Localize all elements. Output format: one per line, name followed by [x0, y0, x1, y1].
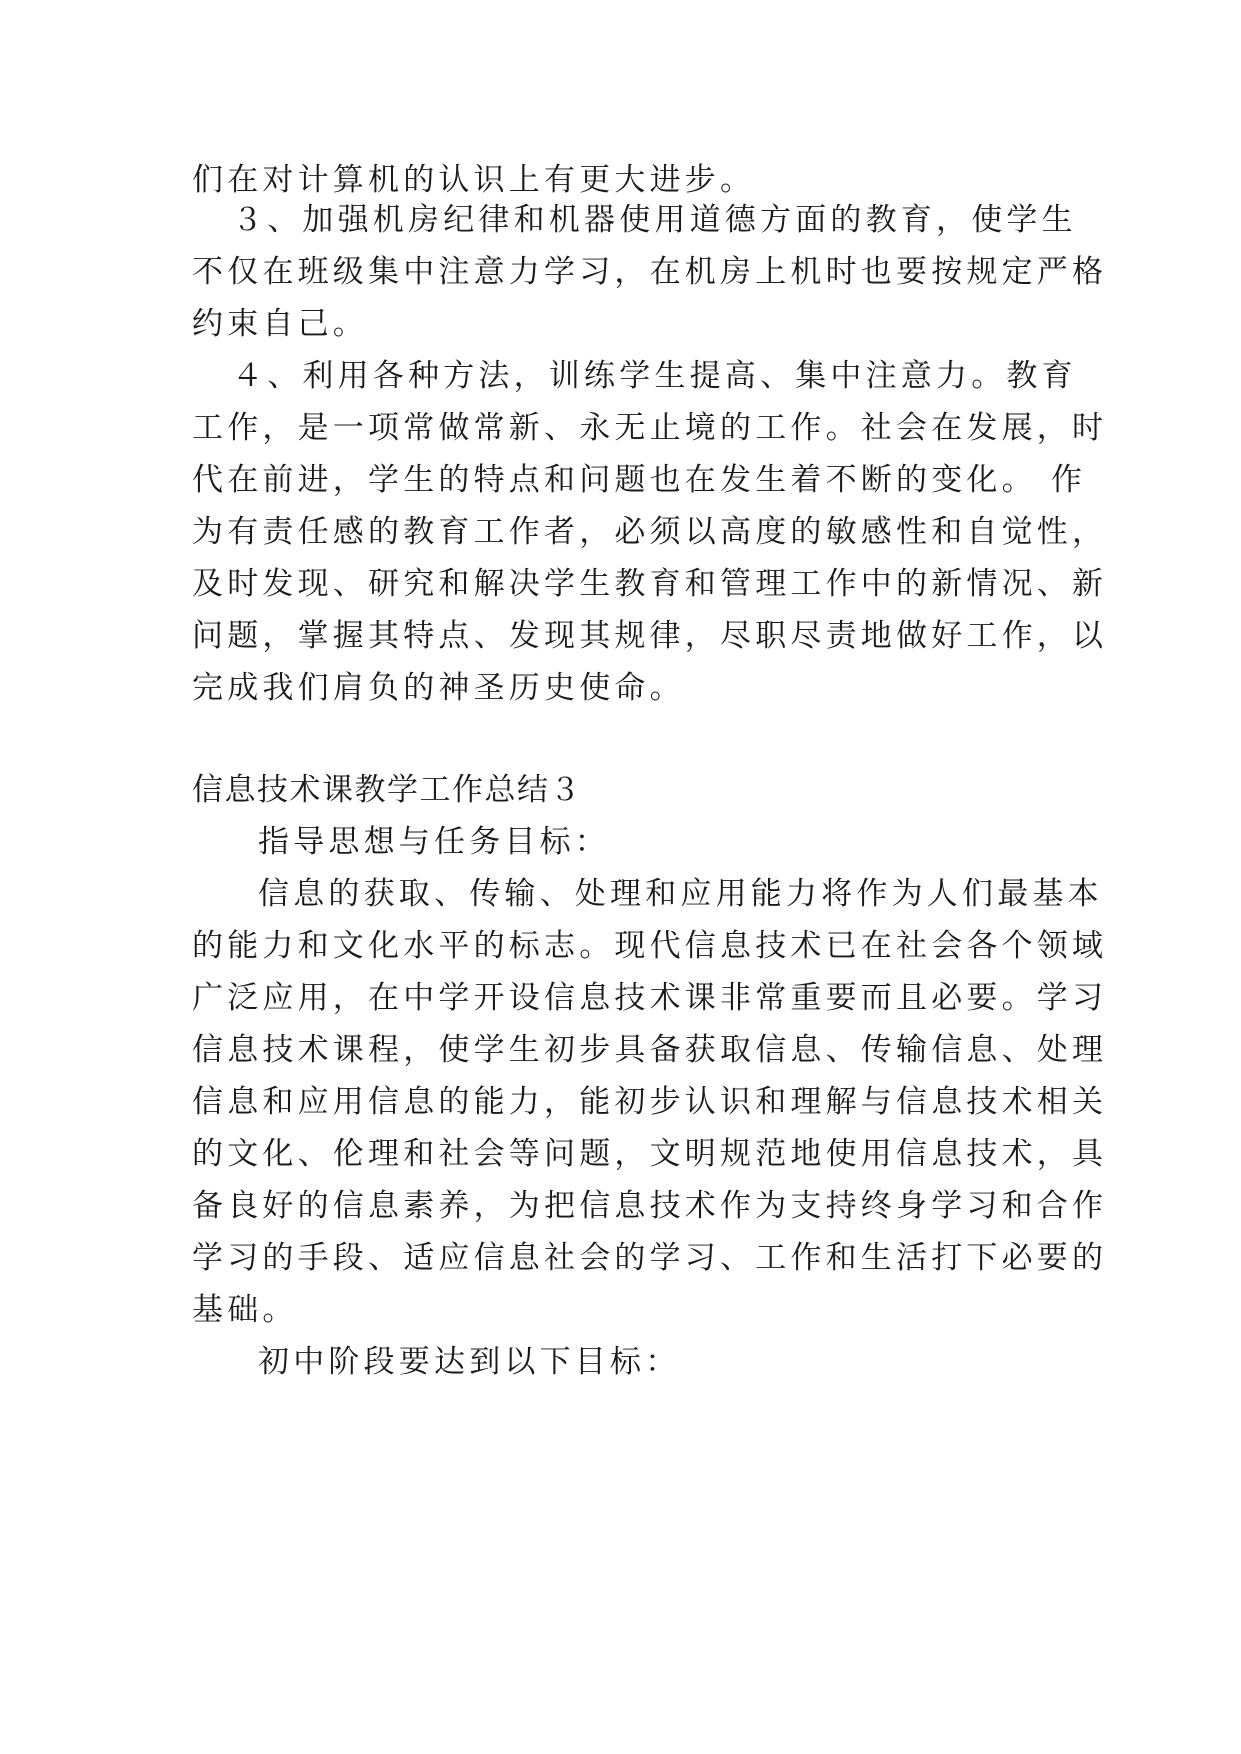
text-line-21: 学习的手段、适应信息社会的学习、工作和生活打下必要的 [192, 1240, 1108, 1276]
text-line-8: 为有责任感的教育工作者，必须以高度的敏感性和自觉性， [192, 514, 1108, 550]
text-line-3: 不仅在班级集中注意力学习，在机房上机时也要按规定严格 [192, 254, 1108, 290]
text-line-19: 的文化、伦理和社会等问题，文明规范地使用信息技术，具 [192, 1136, 1108, 1172]
text-line-14: 信息的获取、传输、处理和应用能力将作为人们最基本 [258, 876, 1103, 912]
text-line-10: 问题，掌握其特点、发现其规律，尽职尽责地做好工作，以 [192, 618, 1108, 654]
text-line-7: 代在前进，学生的特点和问题也在发生着不断的变化。 作 [192, 462, 1087, 498]
text-line-1: 们在对计算机的认识上有更大进步。 [192, 162, 756, 198]
text-line-16: 广泛应用，在中学开设信息技术课非常重要而且必要。学习 [192, 980, 1108, 1016]
text-line-23: 初中阶段要达到以下目标： [258, 1344, 681, 1380]
text-line-4: 约束自己。 [192, 306, 368, 342]
text-line-11: 完成我们肩负的神圣历史使命。 [192, 670, 685, 706]
text-line-9: 及时发现、研究和解决学生教育和管理工作中的新情况、新 [192, 566, 1108, 602]
text-line-15: 的能力和文化水平的标志。现代信息技术已在社会各个领域 [192, 928, 1108, 964]
text-line-2: ３、加强机房纪律和机器使用道德方面的教育，使学生 [232, 202, 1077, 238]
text-line-20: 备良好的信息素养，为把信息技术作为支持终身学习和合作 [192, 1188, 1108, 1224]
text-line-18: 信息和应用信息的能力，能初步认识和理解与信息技术相关 [192, 1084, 1108, 1120]
text-line-6: 工作，是一项常做常新、永无止境的工作。社会在发展，时 [192, 410, 1108, 446]
text-line-13: 指导思想与任务目标： [258, 824, 610, 860]
text-line-22: 基础。 [192, 1292, 298, 1328]
section-heading: 信息技术课教学工作总结３ [192, 772, 582, 808]
text-line-5: ４、利用各种方法，训练学生提高、集中注意力。教育 [232, 358, 1077, 394]
text-line-17: 信息技术课程，使学生初步具备获取信息、传输信息、处理 [192, 1032, 1108, 1068]
